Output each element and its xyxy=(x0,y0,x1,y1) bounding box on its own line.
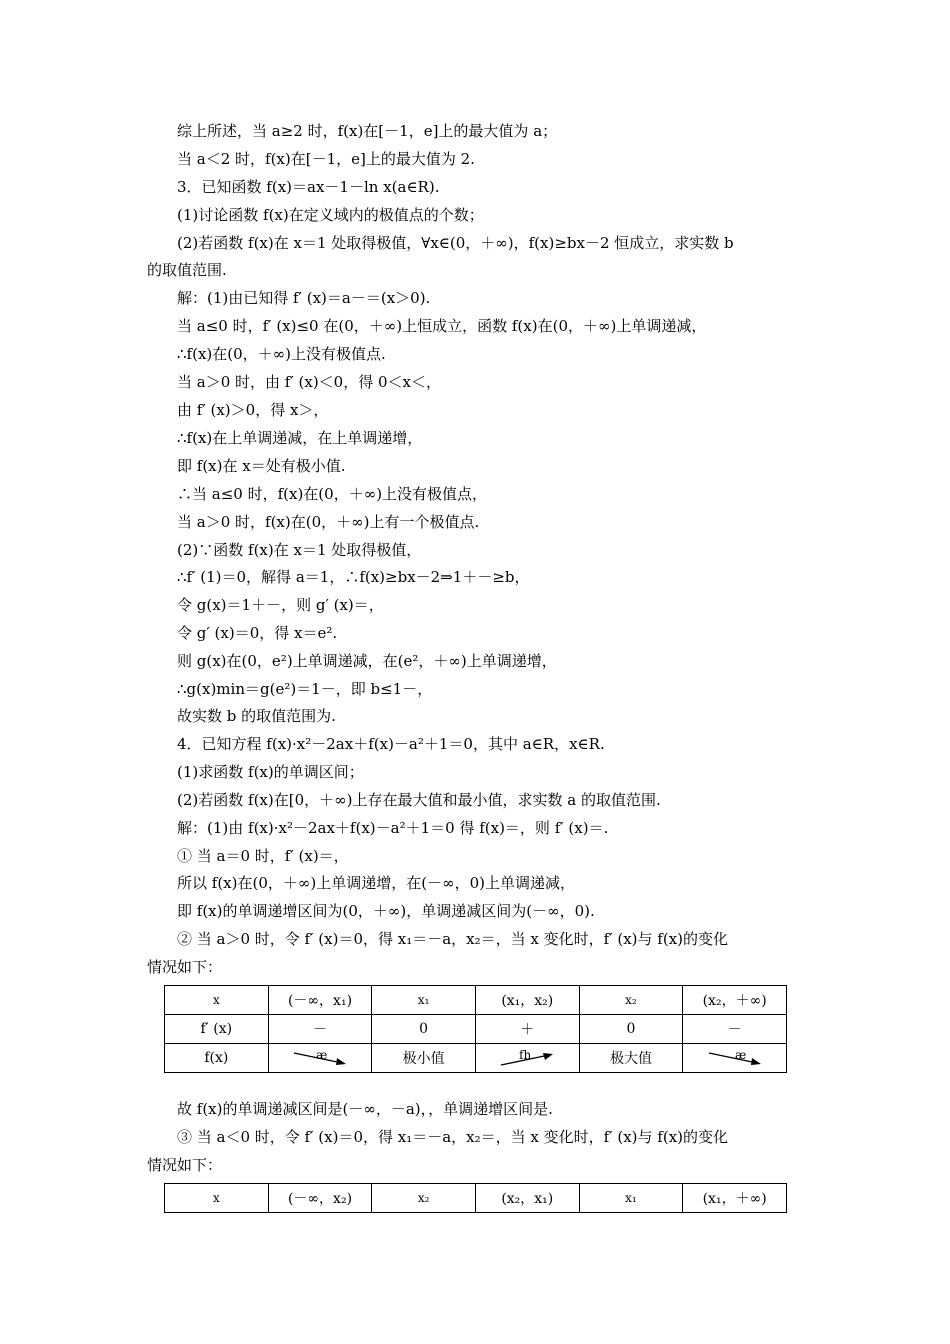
text-line: ∴f′ (1)＝0，解得 a＝1，∴f(x)≥bx－2⇒1＋－≥b， xyxy=(177,568,530,586)
table-cell: 极大值 xyxy=(579,1044,683,1073)
arrow-down-right-icon xyxy=(290,1047,350,1069)
text-line: 故实数 b 的取值范围为. xyxy=(177,707,336,725)
table-cell: (x₁，＋∞) xyxy=(683,1184,787,1213)
table-cell: x₂ xyxy=(579,986,683,1015)
table-cell: x xyxy=(165,986,269,1015)
text-line: (2)若函数 f(x)在[0，＋∞)上存在最大值和最小值，求实数 a 的取值范围. xyxy=(177,791,661,809)
table-row xyxy=(165,1044,787,1073)
variation-table-1 xyxy=(164,985,787,1073)
text-line: (2)∵函数 f(x)在 x＝1 处取得极值， xyxy=(177,541,422,559)
text-line: ∴当 a≤0 时，f(x)在(0，＋∞)上没有极值点， xyxy=(177,485,488,503)
text-line: 即 f(x)在 x＝处有极小值. xyxy=(177,457,346,475)
text-line: (1)讨论函数 f(x)在定义域内的极值点的个数； xyxy=(177,206,484,224)
text-line: 3．已知函数 f(x)＝ax－1－ln x(a∈R). xyxy=(177,178,440,196)
table-cell: (x₂，＋∞) xyxy=(683,986,787,1015)
arrow-glyph: fh xyxy=(519,1048,532,1062)
table-cell: x xyxy=(165,1184,269,1213)
arrow-up-right-icon xyxy=(497,1047,557,1069)
arrow-down-right-icon xyxy=(705,1047,765,1069)
table-cell xyxy=(683,1044,787,1073)
text-line: 解：(1)由已知得 f′ (x)＝a－＝(x＞0). xyxy=(177,289,431,307)
table-cell: x₂ xyxy=(372,1184,476,1213)
text-line: ∴f(x)在上单调递减，在上单调递增， xyxy=(177,429,423,447)
text-line: 综上所述，当 a≥2 时，f(x)在[－1，e]上的最大值为 a； xyxy=(177,122,558,140)
table-cell: (－∞，x₁) xyxy=(268,986,372,1015)
text-line: 则 g(x)在(0，e²)上单调递减，在(e²，＋∞)上单调递增， xyxy=(177,652,557,670)
table-cell xyxy=(475,1044,579,1073)
text-line: 的取值范围. xyxy=(147,261,227,279)
table-cell: (x₂，x₁) xyxy=(475,1184,579,1213)
table-row xyxy=(165,1015,787,1044)
table-cell: f(x) xyxy=(165,1044,269,1073)
text-line: ② 当 a＞0 时，令 f′ (x)＝0，得 x₁＝－a，x₂＝，当 x 变化时，f′ (x)与 f(x)的变化 xyxy=(177,930,729,948)
arrow-glyph: æ xyxy=(734,1048,746,1062)
table-cell: 极小值 xyxy=(372,1044,476,1073)
text-line: 由 f′ (x)＞0，得 x＞， xyxy=(177,401,329,419)
text-line: 当 a＜2 时，f(x)在[－1，e]上的最大值为 2. xyxy=(177,150,475,168)
text-line: 情况如下： xyxy=(147,958,223,976)
text-line: ① 当 a＝0 时，f′ (x)＝， xyxy=(177,847,349,865)
table-cell: f′ (x) xyxy=(165,1015,269,1044)
text-line: ③ 当 a＜0 时，令 f′ (x)＝0，得 x₁＝－a，x₂＝，当 x 变化时，f′ (x)与 f(x)的变化 xyxy=(177,1128,729,1146)
table-row xyxy=(165,986,787,1015)
table-cell: ＋ xyxy=(475,1015,579,1044)
arrow-glyph: æ xyxy=(315,1048,328,1062)
table-cell: x₁ xyxy=(579,1184,683,1213)
text-line: 情况如下： xyxy=(147,1156,223,1174)
table-cell: 0 xyxy=(579,1015,683,1044)
text-line: 所以 f(x)在(0，＋∞)上单调递增，在(－∞，0)上单调递减， xyxy=(177,874,575,892)
table-cell: (x₁，x₂) xyxy=(475,986,579,1015)
text-line: (1)求函数 f(x)的单调区间； xyxy=(177,763,364,781)
text-line: 当 a＞0 时，由 f′ (x)＜0，得 0＜x＜， xyxy=(177,373,441,391)
text-line: 4．已知方程 f(x)·x²－2ax＋f(x)－a²＋1＝0，其中 a∈R，x∈R. xyxy=(177,735,605,753)
text-line: 令 g′ (x)＝0，得 x＝e². xyxy=(177,624,338,642)
table-cell: (－∞，x₂) xyxy=(268,1184,372,1213)
table-cell: 0 xyxy=(372,1015,476,1044)
table-cell xyxy=(268,1044,372,1073)
table-cell: － xyxy=(683,1015,787,1044)
table-cell: x₁ xyxy=(372,986,476,1015)
text-line: 故 f(x)的单调递减区间是(－∞，－a)，，单调递增区间是. xyxy=(177,1100,553,1118)
text-line: 当 a＞0 时，f(x)在(0，＋∞)上有一个极值点. xyxy=(177,513,480,531)
text-line: (2)若函数 f(x)在 x＝1 处取得极值，∀x∈(0，＋∞)，f(x)≥bx－2 恒成立，求实数 b xyxy=(177,234,734,252)
text-line: 即 f(x)的单调递增区间为(0，＋∞)，单调递减区间为(－∞，0). xyxy=(177,902,595,920)
text-line: 解：(1)由 f(x)·x²－2ax＋f(x)－a²＋1＝0 得 f(x)＝，则 f′ (x)＝. xyxy=(177,819,609,837)
text-line: ∴g(x)min＝g(e²)＝1－，即 b≤1－， xyxy=(177,680,433,698)
table-cell: － xyxy=(268,1015,372,1044)
text-line: ∴f(x)在(0，＋∞)上没有极值点. xyxy=(177,345,386,363)
text-line: 令 g(x)＝1＋－，则 g′ (x)＝， xyxy=(177,596,384,614)
variation-table-2 xyxy=(164,1183,787,1213)
table-row xyxy=(165,1184,787,1213)
text-line: 当 a≤0 时，f′ (x)≤0 在(0，＋∞)上恒成立，函数 f(x)在(0，＋∞)上单调递减， xyxy=(177,317,707,335)
